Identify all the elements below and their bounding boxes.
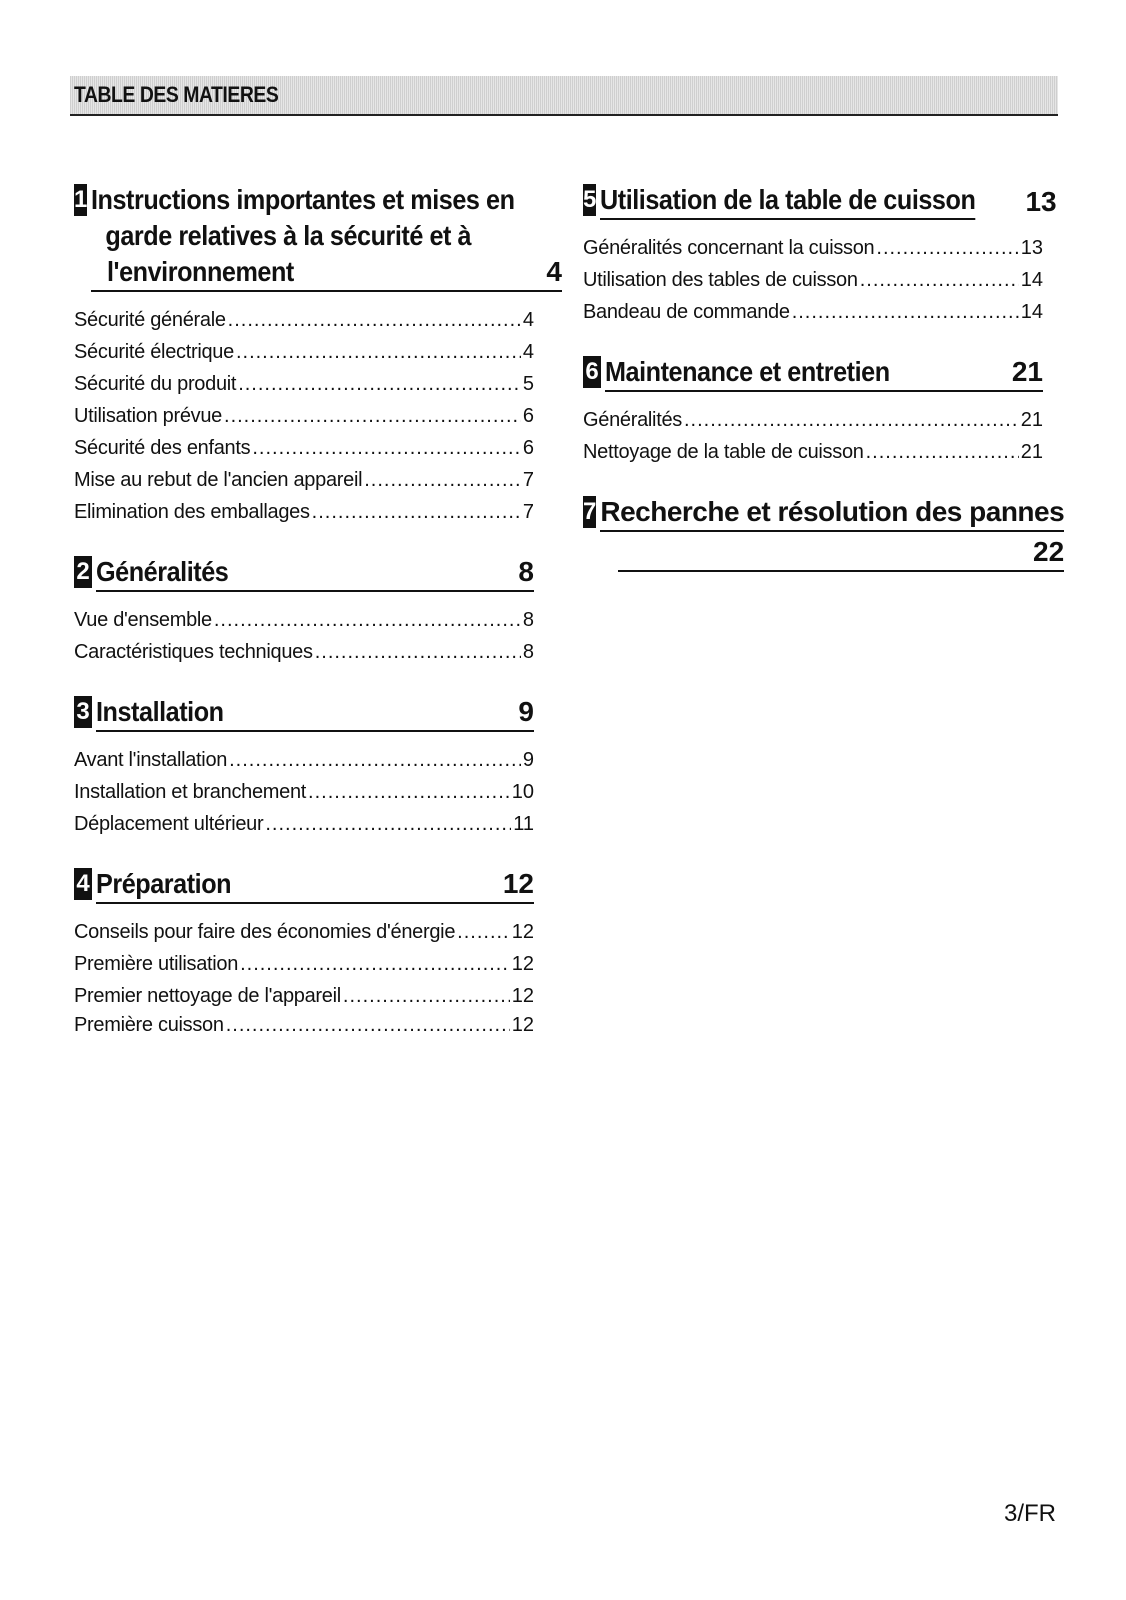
- section-heading-link[interactable]: [91, 182, 562, 292]
- section-title: Utilisation de la table de cuisson: [600, 182, 975, 220]
- toc-entry[interactable]: Sécurité électrique ..... 4: [74, 336, 534, 368]
- section-title-line: garde relatives à la sécurité et à: [105, 220, 472, 251]
- section-heading-link[interactable]: [600, 182, 1056, 220]
- toc-entry[interactable]: Elimination des emballages ..... 7: [74, 496, 534, 528]
- toc-entry[interactable]: Sécurité générale ..... 4: [74, 304, 534, 336]
- toc-entry[interactable]: Avant l'installation ..... 9: [74, 744, 534, 776]
- toc-entries: [74, 744, 534, 840]
- section-title-line: l'environnement: [107, 256, 295, 287]
- section-title: Recherche et résolution des pannes: [600, 494, 1064, 532]
- toc-entry[interactable]: Utilisation prévue ..... 6: [74, 400, 534, 432]
- section-number: 1: [74, 184, 87, 216]
- section-heading-link[interactable]: [600, 494, 1064, 572]
- toc-entry[interactable]: Généralités concernant la cuisson ..... 13: [583, 232, 1043, 264]
- section-page: 12: [502, 868, 534, 899]
- section-heading-link[interactable]: [605, 354, 1043, 392]
- section-page: 9: [518, 696, 534, 727]
- section-number: 4: [74, 868, 92, 900]
- toc-entry[interactable]: Vue d'ensemble ..... 8: [74, 604, 534, 636]
- toc-entries: [583, 232, 1043, 328]
- page-title: TABLE DES MATIERES: [74, 82, 279, 107]
- section-number: 6: [583, 356, 601, 388]
- section-page: 8: [518, 556, 534, 587]
- toc-entry[interactable]: Premier nettoyage de l'appareil ..... 12: [74, 980, 534, 1012]
- section-number: 3: [74, 696, 92, 728]
- toc-section-3: [74, 694, 534, 840]
- toc-section-7: [583, 494, 1065, 572]
- toc-entries: [74, 304, 534, 528]
- toc-entry[interactable]: Sécurité du produit ..... 5: [74, 368, 534, 400]
- section-number: 7: [583, 496, 596, 528]
- section-title: Généralités: [96, 556, 229, 587]
- toc-entry[interactable]: Déplacement ultérieur ..... 11: [74, 808, 534, 840]
- section-page: 22: [618, 534, 1064, 572]
- toc-entry[interactable]: Mise au rebut de l'ancien appareil ..... 7: [74, 464, 534, 496]
- toc-section-6: [583, 354, 1043, 468]
- toc-section-2: [74, 554, 534, 668]
- page-number: 3/FR: [1003, 1500, 1056, 1527]
- toc-left-column: [74, 182, 562, 1064]
- toc-right-column: [583, 182, 1065, 598]
- toc-entries: [74, 604, 534, 668]
- toc-section-1: [74, 182, 562, 528]
- section-title: Maintenance et entretien: [605, 356, 890, 387]
- section-page: 4: [546, 256, 562, 287]
- section-title: Installation: [96, 696, 224, 727]
- toc-section-4: [74, 866, 534, 1038]
- toc-entry[interactable]: Généralités ..... 21: [583, 404, 1043, 436]
- toc-entry[interactable]: Caractéristiques techniques ..... 8: [74, 636, 534, 668]
- toc-entry[interactable]: Installation et branchement ..... 10: [74, 776, 534, 808]
- toc-entry[interactable]: Première cuisson ..... 12: [74, 1012, 534, 1038]
- section-number: 5: [583, 184, 596, 216]
- toc-entries: [74, 916, 534, 1038]
- section-title: Préparation: [96, 868, 232, 899]
- section-page: 21: [1011, 356, 1043, 387]
- toc-entry[interactable]: Utilisation des tables de cuisson ..... 14: [583, 264, 1043, 296]
- toc-entry[interactable]: Bandeau de commande ..... 14: [583, 296, 1043, 328]
- section-title-line: Instructions importantes et mises en: [91, 184, 515, 215]
- section-heading-link[interactable]: [96, 694, 534, 732]
- toc-entry[interactable]: Conseils pour faire des économies d'énergie ..... 12: [74, 916, 534, 948]
- section-page: 13: [1025, 186, 1057, 217]
- toc-entry[interactable]: Sécurité des enfants ..... 6: [74, 432, 534, 464]
- toc-entry[interactable]: Nettoyage de la table de cuisson ..... 21: [583, 436, 1043, 468]
- section-heading-link[interactable]: [96, 866, 534, 904]
- section-heading-link[interactable]: [96, 554, 534, 592]
- section-number: 2: [74, 556, 92, 588]
- toc-entry[interactable]: Première utilisation ..... 12: [74, 948, 534, 980]
- header-bar: [70, 76, 1058, 116]
- toc-section-5: [583, 182, 1057, 328]
- toc-entries: [583, 404, 1043, 468]
